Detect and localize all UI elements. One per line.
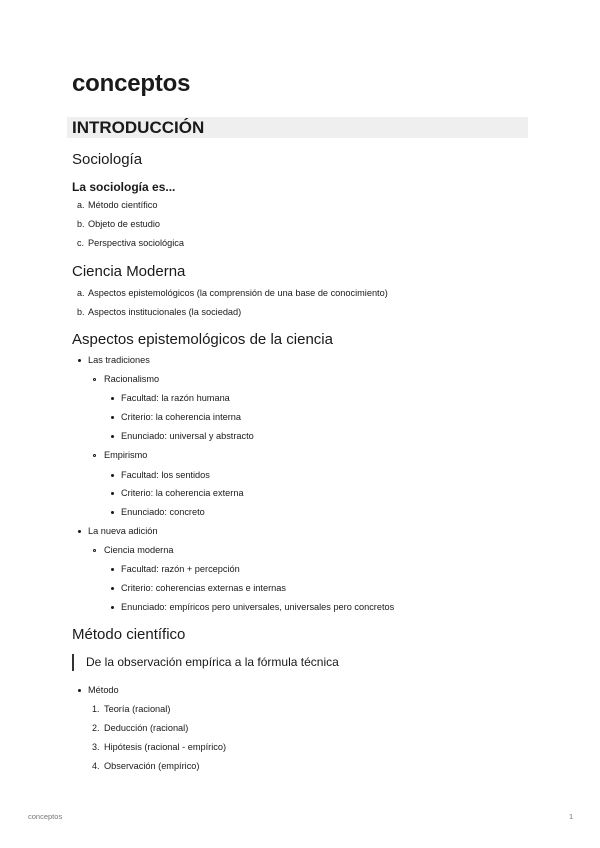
list-item: Método científico	[88, 200, 158, 210]
footer-page-number: 1	[569, 812, 574, 821]
list-marker: 3.	[92, 742, 100, 752]
heading-sociologia: Sociología	[72, 151, 143, 168]
page-title: conceptos	[72, 70, 191, 97]
list-marker: b.	[77, 219, 85, 229]
list-item: Teoría (racional)	[104, 704, 171, 714]
list-item: Hipótesis (racional - empírico)	[104, 742, 227, 752]
list-marker: c.	[77, 238, 85, 248]
list-item: Criterio: la coherencia interna	[121, 412, 242, 422]
list-item: Criterio: coherencias externas e internas	[121, 583, 286, 593]
bullet-square	[111, 606, 114, 609]
list-item: Método	[88, 685, 119, 695]
list-item: Aspectos institucionales (la sociedad)	[88, 307, 242, 317]
list-item: Enunciado: empíricos pero universales, universales pero concretos	[121, 602, 395, 612]
list-item: Enunciado: concreto	[121, 507, 205, 517]
list-item: Empirismo	[104, 450, 148, 460]
list-item: Deducción (racional)	[104, 723, 189, 733]
footer-doc-name: conceptos	[28, 812, 63, 821]
list-item: Observación (empírico)	[104, 761, 200, 771]
list-item: Objeto de estudio	[88, 219, 161, 229]
heading-ciencia-moderna: Ciencia Moderna	[72, 263, 186, 280]
list-item: Enunciado: universal y abstracto	[121, 431, 254, 441]
bullet-square	[111, 416, 114, 419]
list-item: Facultad: los sentidos	[121, 470, 210, 480]
list-item: Racionalismo	[104, 374, 160, 384]
bullet-square	[111, 474, 114, 477]
list-marker: a.	[77, 288, 85, 298]
bullet-disc	[78, 359, 81, 362]
bullet-square	[111, 511, 114, 514]
bullet-square	[111, 492, 114, 495]
list-marker: b.	[77, 307, 85, 317]
bullet-disc	[78, 689, 81, 692]
list-item: Criterio: la coherencia externa	[121, 488, 244, 498]
list-item: Ciencia moderna	[104, 545, 174, 555]
quote: De la observación empírica a la fórmula técnica	[86, 655, 339, 669]
bullet-square	[111, 568, 114, 571]
bullet-circle	[93, 378, 96, 381]
list-item: Facultad: la razón humana	[121, 393, 230, 403]
heading-metodo-cientifico: Método científico	[72, 626, 186, 643]
list-item: Perspectiva sociológica	[88, 238, 185, 248]
bullet-disc	[78, 530, 81, 533]
heading-aspectos-epistemologicos: Aspectos epistemológicos de la ciencia	[72, 331, 333, 348]
bullet-square	[111, 397, 114, 400]
bullet-square	[111, 587, 114, 590]
list-marker: 1.	[92, 704, 100, 714]
list-item: Facultad: razón + percepción	[121, 564, 240, 574]
bullet-square	[111, 435, 114, 438]
list-item: La nueva adición	[88, 526, 158, 536]
list-marker: a.	[77, 200, 85, 210]
list-marker: 2.	[92, 723, 100, 733]
bullet-circle	[93, 549, 96, 552]
list-item: Aspectos epistemológicos (la comprensión de una base de conocimiento)	[88, 288, 388, 298]
section-heading-introduccion: INTRODUCCIÓN	[72, 118, 205, 137]
list-item: Las tradiciones	[88, 355, 150, 365]
list-marker: 4.	[92, 761, 100, 771]
bullet-circle	[93, 454, 96, 457]
quote-bar	[72, 654, 74, 671]
subheading-sociologia-es: La sociología es...	[72, 180, 176, 194]
